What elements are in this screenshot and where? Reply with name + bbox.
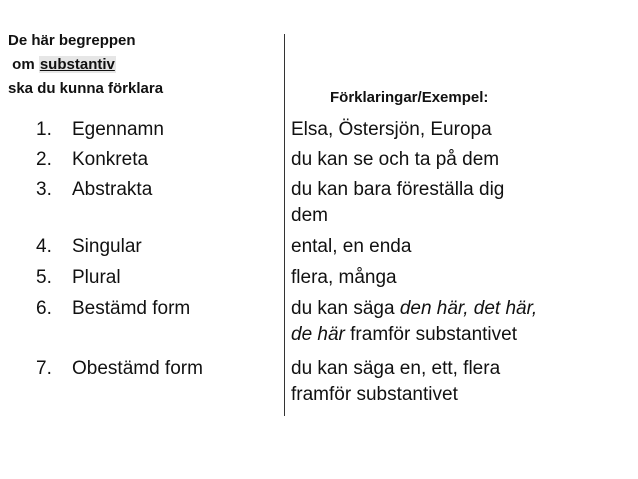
header-subject-word: substantiv bbox=[39, 56, 115, 73]
explanation-line: framför substantivet bbox=[291, 384, 458, 405]
explanation-3 bbox=[291, 177, 621, 229]
term-number: 3. bbox=[36, 179, 52, 200]
explanation-line: ental, en enda bbox=[291, 236, 412, 257]
explanation-line: du kan se och ta på dem bbox=[291, 149, 500, 170]
term-item-7 bbox=[36, 356, 203, 382]
explanation-line bbox=[291, 296, 621, 322]
explanation-5 bbox=[291, 265, 621, 291]
header-line-2-prefix: om bbox=[12, 56, 35, 73]
term-item-4 bbox=[36, 234, 142, 260]
term-item-2 bbox=[36, 147, 148, 173]
term-item-1 bbox=[36, 117, 164, 143]
term-number: 6. bbox=[36, 298, 52, 319]
explanations-title: Förklaringar/Exempel: bbox=[330, 89, 489, 106]
term-number: 4. bbox=[36, 236, 52, 257]
explanation-text: du kan säga bbox=[291, 298, 395, 319]
explanation-line: Elsa, Östersjön, Europa bbox=[291, 119, 492, 140]
term-number: 7. bbox=[36, 358, 52, 379]
term-label: Obestämd form bbox=[72, 358, 203, 379]
term-item-6 bbox=[36, 296, 190, 322]
explanation-line: dem bbox=[291, 205, 328, 226]
explanation-2 bbox=[291, 147, 621, 173]
term-label: Plural bbox=[72, 267, 121, 288]
header-line-1: De här begreppen bbox=[8, 32, 136, 49]
term-label: Abstrakta bbox=[72, 179, 153, 200]
term-label: Egennamn bbox=[72, 119, 164, 140]
explanation-line: flera, många bbox=[291, 267, 397, 288]
term-label: Singular bbox=[72, 236, 142, 257]
term-label: Konkreta bbox=[72, 149, 149, 170]
explanation-4 bbox=[291, 234, 621, 260]
term-number: 5. bbox=[36, 267, 52, 288]
explanation-italic: den här, det här, bbox=[399, 298, 538, 319]
explanation-italic: de här bbox=[291, 324, 345, 345]
explanation-line bbox=[291, 322, 621, 348]
term-item-3 bbox=[36, 177, 152, 203]
term-number: 1. bbox=[36, 119, 52, 140]
header-line-3: ska du kunna förklara bbox=[8, 80, 164, 97]
explanation-1 bbox=[291, 117, 621, 143]
explanation-line: du kan bara föreställa dig bbox=[291, 179, 505, 200]
term-label: Bestämd form bbox=[72, 298, 191, 319]
explanation-line: du kan säga en, ett, flera bbox=[291, 358, 501, 379]
explanation-text: framför substantivet bbox=[350, 324, 517, 345]
term-number: 2. bbox=[36, 149, 52, 170]
term-item-5 bbox=[36, 265, 121, 291]
explanation-7 bbox=[291, 356, 621, 408]
explanation-6 bbox=[291, 296, 621, 348]
